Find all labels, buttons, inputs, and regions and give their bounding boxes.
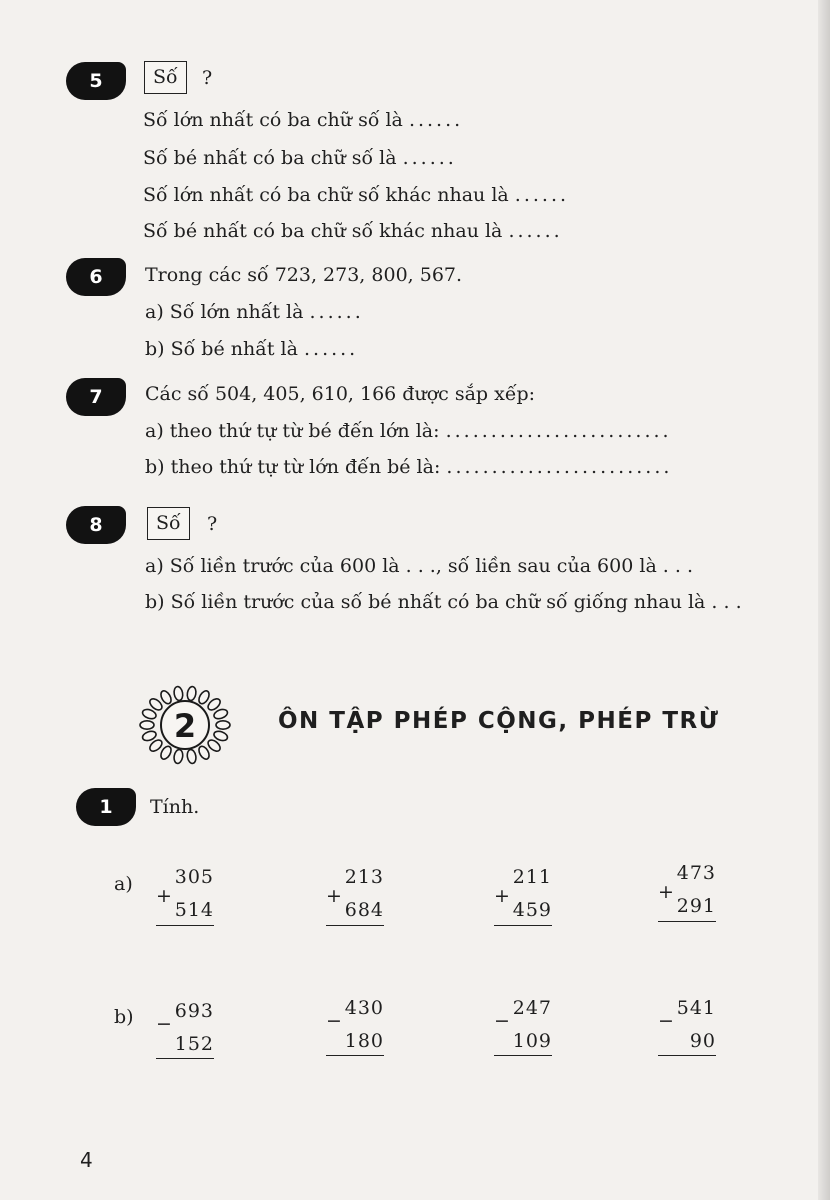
minuend: 693 — [174, 1000, 214, 1022]
flower-petal — [140, 721, 154, 729]
subtrahend: 90 — [689, 1030, 716, 1052]
exercise-5-line-4 — [143, 219, 563, 243]
subtrahend: 152 — [174, 1033, 214, 1055]
lesson-title: ÔN TẬP PHÉP CỘNG, PHÉP TRỪ — [278, 708, 720, 734]
minuend: 430 — [344, 997, 384, 1019]
exercise-5-answer-box: Số — [144, 61, 187, 94]
exercise-8-question-mark: ? — [207, 513, 218, 535]
difference-line — [326, 1055, 384, 1056]
exercise-5-line-4-blank[interactable]: ...... — [508, 220, 563, 242]
exercise-6-part-a — [145, 300, 364, 324]
subtraction-problem[interactable] — [472, 997, 552, 1067]
exercise-6-part-b — [145, 337, 358, 361]
page-number: 4 — [80, 1148, 93, 1172]
exercise-6-badge: 6 — [66, 258, 126, 296]
exercise-7-badge: 7 — [66, 378, 126, 416]
exercise-6-part-a-blank[interactable]: ...... — [309, 301, 364, 323]
addend-top: 305 — [174, 866, 214, 888]
exercise-7-prompt: Các số 504, 405, 610, 166 được sắp xếp: — [145, 383, 536, 405]
lesson-exercise-1-badge: 1 — [76, 788, 136, 826]
exercise-6-part-b-text: b) Số bé nhất là — [145, 338, 298, 360]
flower-petal — [173, 749, 184, 764]
exercise-5-line-3-blank[interactable]: ...... — [514, 184, 570, 206]
exercise-7-part-a-blank[interactable]: ......................... — [445, 420, 672, 442]
plus-sign: + — [326, 885, 342, 907]
addend-bottom: 514 — [174, 899, 214, 921]
minuend: 247 — [512, 997, 552, 1019]
lesson-number-flower-icon — [130, 680, 240, 770]
exercise-6-part-a-text: a) Số lớn nhất là — [145, 301, 304, 323]
subtrahend: 109 — [512, 1030, 552, 1052]
exercise-5-question-mark: ? — [202, 67, 213, 89]
exercise-5-line-1-text: Số lớn nhất có ba chữ số là — [143, 109, 403, 131]
addend-bottom: 684 — [344, 899, 384, 921]
addend-bottom: 291 — [676, 895, 716, 917]
addend-top: 211 — [512, 866, 552, 888]
addend-bottom: 459 — [512, 899, 552, 921]
exercise-5-line-3-text: Số lớn nhất có ba chữ số khác nhau là — [143, 184, 509, 206]
subtrahend: 180 — [344, 1030, 384, 1052]
sum-line — [494, 925, 552, 926]
exercise-5-badge: 5 — [66, 62, 126, 100]
addition-problem[interactable] — [636, 862, 716, 932]
flower-petal — [173, 686, 184, 701]
minuend: 541 — [676, 997, 716, 1019]
bleed-through — [740, 70, 747, 92]
exercise-7-part-b — [145, 455, 672, 479]
lesson-number: 2 — [173, 707, 197, 745]
exercise-5-line-2 — [143, 146, 457, 170]
exercise-8-badge: 8 — [66, 506, 126, 544]
minus-sign: − — [658, 1010, 674, 1032]
addition-problem[interactable] — [134, 866, 214, 936]
minus-sign: − — [494, 1010, 510, 1032]
sum-line — [658, 921, 716, 922]
sum-line — [156, 925, 214, 926]
exercise-8-answer-box: Số — [147, 507, 190, 540]
addend-top: 213 — [344, 866, 384, 888]
exercise-5-line-2-text: Số bé nhất có ba chữ số là — [143, 147, 397, 169]
difference-line — [658, 1055, 716, 1056]
difference-line — [494, 1055, 552, 1056]
exercise-6-prompt: Trong các số 723, 273, 800, 567. — [145, 264, 463, 286]
minus-sign: − — [156, 1013, 172, 1035]
flower-petal — [186, 686, 197, 701]
lesson-exercise-1-prompt: Tính. — [150, 796, 200, 818]
subtraction-problem[interactable] — [636, 997, 716, 1067]
addend-top: 473 — [676, 862, 716, 884]
minus-sign: − — [326, 1010, 342, 1032]
plus-sign: + — [658, 881, 674, 903]
exercise-5-line-3 — [143, 183, 569, 207]
row-b-label: b) — [114, 1006, 134, 1028]
exercise-5-line-4-text: Số bé nhất có ba chữ số khác nhau là — [143, 220, 503, 242]
difference-line — [156, 1058, 214, 1059]
exercise-5-line-1 — [143, 108, 463, 132]
plus-sign: + — [156, 885, 172, 907]
plus-sign: + — [494, 885, 510, 907]
exercise-5-line-1-blank[interactable]: ...... — [408, 109, 464, 131]
row-a-label: a) — [114, 873, 133, 895]
exercise-8-part-b[interactable]: b) Số liền trước của số bé nhất có ba chữ số giống nhau là . . . — [145, 591, 742, 613]
exercise-7-part-a — [145, 419, 672, 443]
subtraction-problem[interactable] — [304, 997, 384, 1067]
flower-petal — [186, 749, 197, 764]
addition-problem[interactable] — [304, 866, 384, 936]
sum-line — [326, 925, 384, 926]
exercise-6-part-b-blank[interactable]: ...... — [303, 338, 359, 360]
exercise-7-part-a-text: a) theo thứ tự từ bé đến lớn là: — [145, 420, 440, 442]
addition-problem[interactable] — [472, 866, 552, 936]
exercise-7-part-b-blank[interactable]: ......................... — [446, 456, 673, 478]
page-edge-shadow — [818, 0, 830, 1200]
subtraction-problem[interactable] — [134, 1000, 214, 1070]
exercise-5-line-2-blank[interactable]: ...... — [402, 147, 457, 169]
exercise-7-part-b-text: b) theo thứ tự từ lớn đến bé là: — [145, 456, 441, 478]
flower-petal — [216, 721, 230, 729]
exercise-8-part-a[interactable]: a) Số liền trước của 600 là . . ., số liền sau của 600 là . . . — [145, 555, 694, 577]
